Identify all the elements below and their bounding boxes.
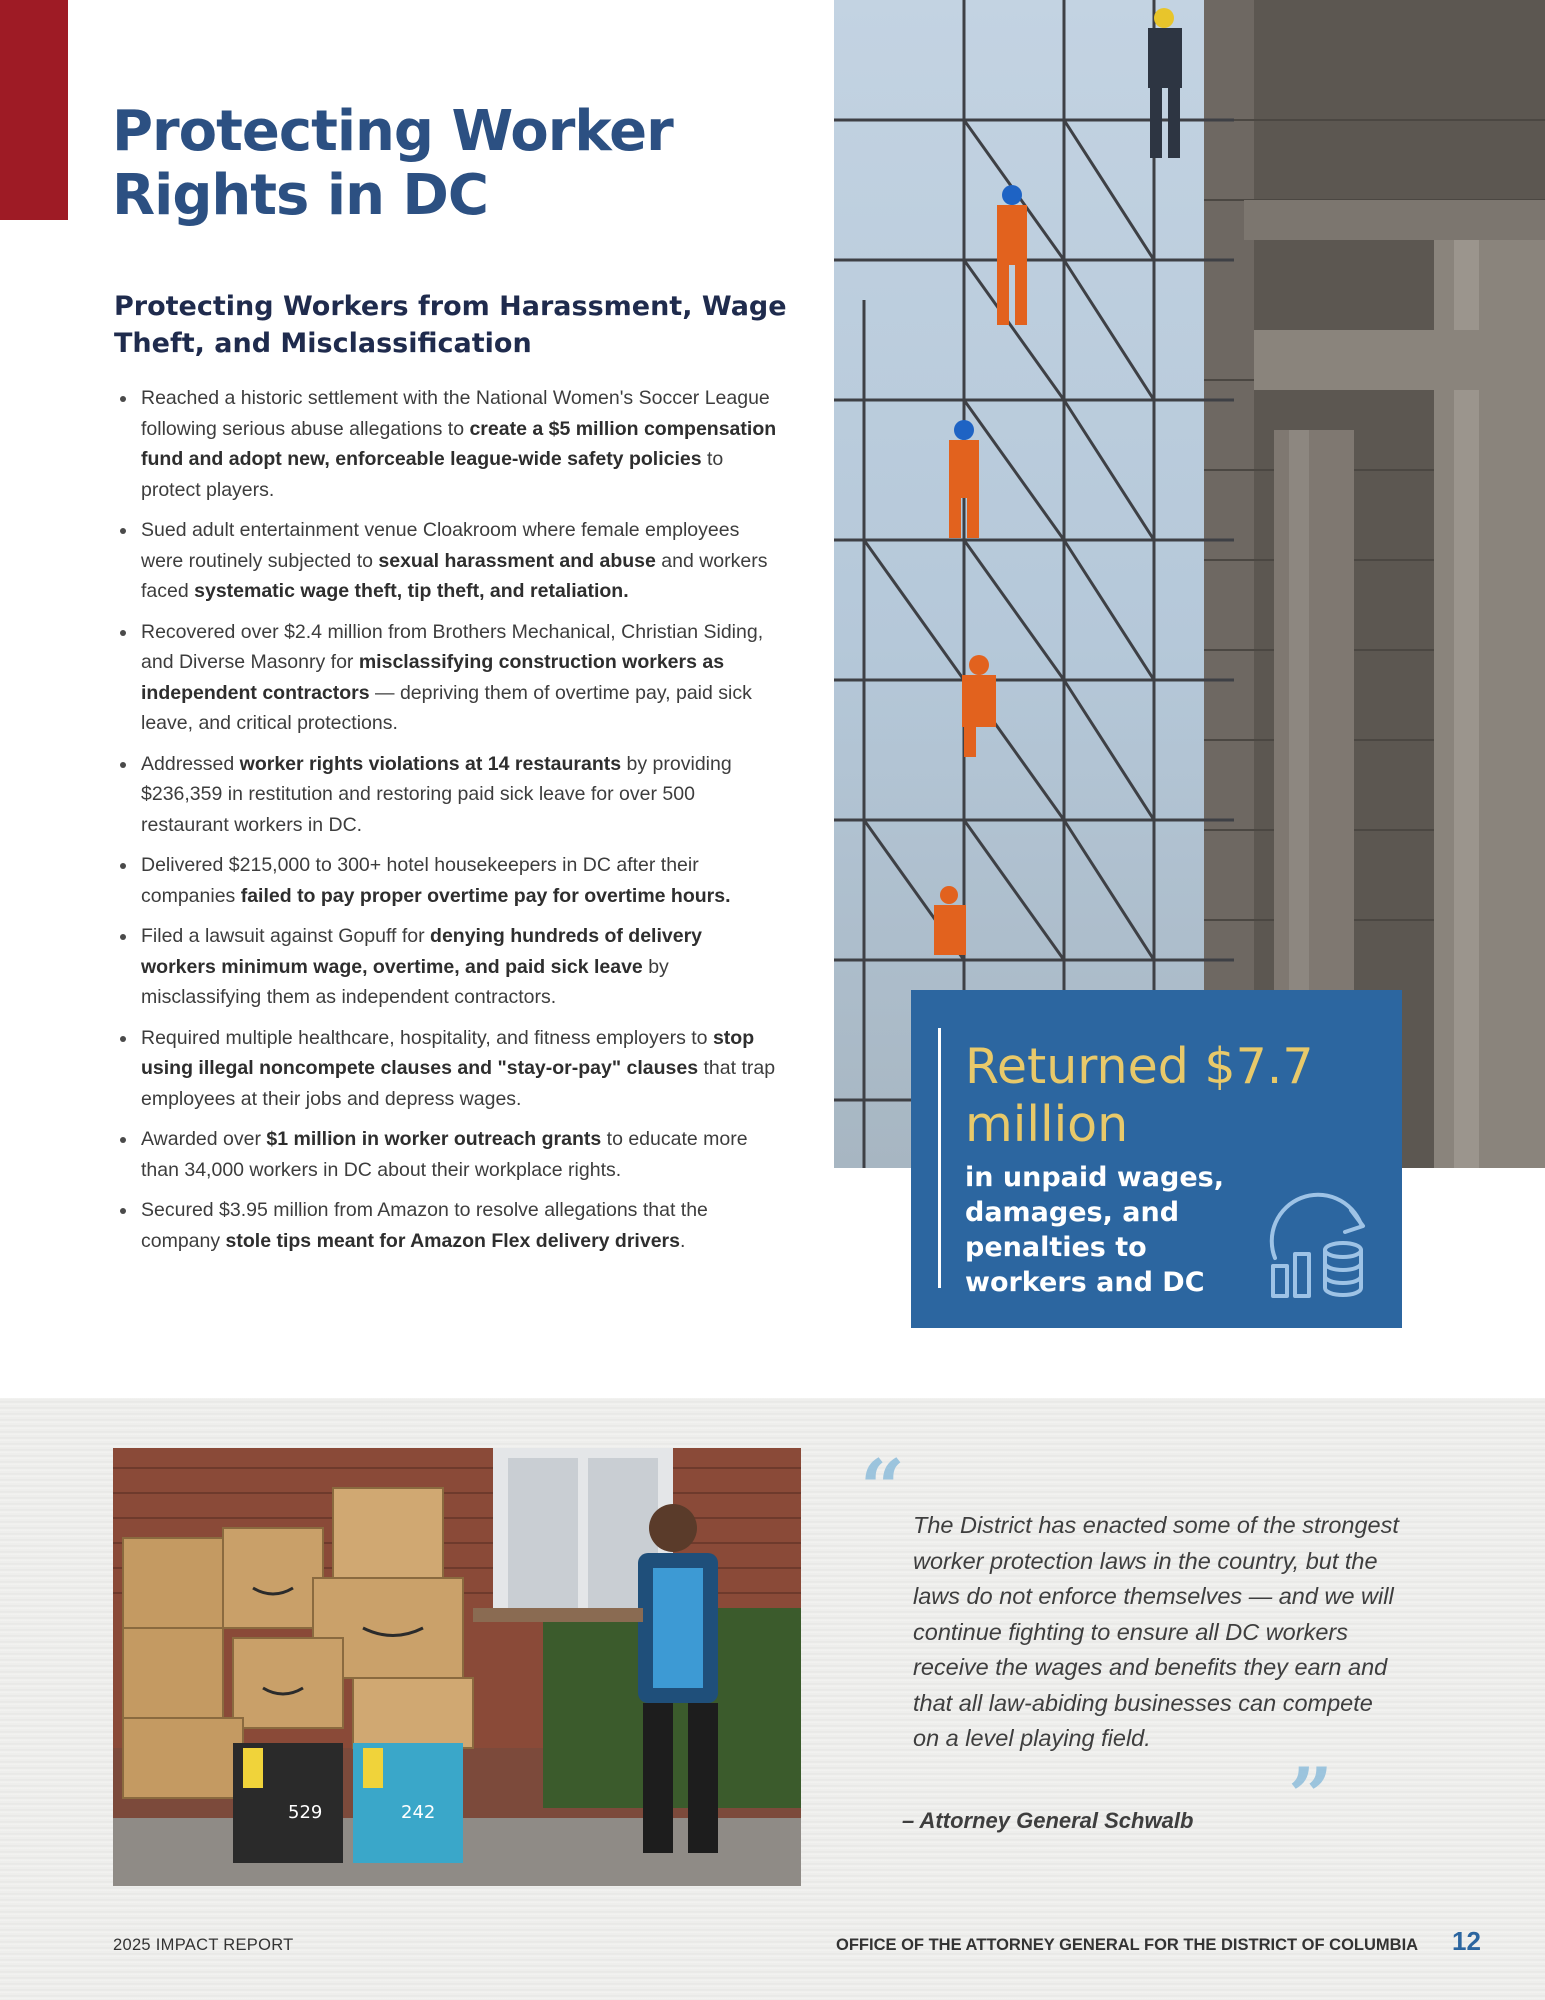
money-return-icon: [1261, 1188, 1379, 1306]
bullet-bold-text: $1 million in worker outreach grants: [266, 1128, 602, 1150]
delivery-worker-photo: [113, 1448, 801, 1886]
bullet-bold-text: failed to pay proper overtime pay for overtime hours.: [240, 884, 731, 907]
stat-divider: [938, 1028, 941, 1288]
bullet-text: Secured $3.95 million from Amazon to resolve allegations that the company: [141, 1199, 708, 1252]
bullet-text: Sued adult entertainment venue Cloakroom where female employees were routinely subjected to: [141, 519, 740, 572]
quote-text: The District has enacted some of the strongest worker protection laws in the country, but the laws do not enforce themselves — and we will continue fighting to ensure all DC workers receive the wages and benefits they earn and that all law-abiding businesses can compete on a level playing field.: [913, 1512, 1399, 1751]
bullet-text: Delivered $215,000 to 300+ hotel housekeepers in DC after their companies: [141, 854, 699, 907]
bullet-text: by misclassifying them as independent contractors.: [141, 955, 669, 1008]
bullet-text: to educate more than 34,000 workers in DC about their workplace rights.: [141, 1128, 748, 1181]
bullet-item: [118, 1124, 778, 1185]
bullet-item: [118, 921, 778, 1013]
page-title: Protecting Worker Rights in DC: [112, 99, 673, 228]
bullet-bold-text: stop using illegal noncompete clauses and "stay-or-pay" clauses: [141, 1026, 755, 1079]
bullet-text: that trap employees at their jobs and depress wages.: [141, 1057, 776, 1110]
bullet-bold-text: sexual harassment and abuse: [378, 549, 656, 572]
bullet-text: Reached a historic settlement with the National Women's Soccer League following serious abuse allegations to: [141, 387, 770, 440]
bullet-item: [118, 1023, 778, 1115]
stat-callout: [911, 990, 1402, 1328]
bullet-item: [118, 1195, 778, 1256]
bullet-text: Awarded over: [141, 1128, 267, 1150]
bullet-text: Recovered over $2.4 million from Brothers Mechanical, Christian Siding, and Diverse Masonry for: [141, 620, 764, 673]
bullet-bold-text: systematic wage theft, tip theft, and retaliation.: [194, 580, 629, 602]
section-subtitle: Protecting Workers from Harassment, Wage Theft, and Misclassification: [114, 291, 787, 359]
red-accent-tab: [0, 0, 68, 220]
bag-label-2: 242: [401, 1802, 436, 1823]
quote-attribution: – Attorney General Schwalb: [902, 1808, 1194, 1833]
page-number: 12: [1452, 1926, 1481, 1956]
bullet-text: Required multiple healthcare, hospitality, and fitness employers to: [141, 1026, 713, 1049]
bullet-text: by providing $236,359 in restitution and restoring paid sick leave for over 500 restaurant workers in DC.: [141, 752, 732, 836]
bullet-bold-text: worker rights violations at 14 restaurants: [239, 752, 622, 775]
bullet-text: .: [679, 1229, 686, 1252]
bullet-bold-text: stole tips meant for Amazon Flex delivery drivers: [225, 1229, 680, 1252]
footer-office-name: OFFICE OF THE ATTORNEY GENERAL FOR THE DISTRICT OF COLUMBIA: [836, 1936, 1419, 1954]
bullet-item: [118, 749, 778, 841]
stat-detail: in unpaid wages, damages, and penalties to workers and DC: [965, 1162, 1224, 1298]
bullet-bold-text: misclassifying construction workers as independent contractors: [141, 651, 725, 704]
bullet-item: [118, 617, 778, 739]
bullet-text: to protect players.: [141, 448, 724, 501]
bullet-item: [118, 515, 778, 607]
bullet-text: and workers faced: [141, 549, 768, 602]
bullet-text: Filed a lawsuit against Gopuff for: [141, 925, 431, 947]
bullet-bold-text: denying hundreds of delivery workers minimum wage, overtime, and paid sick leave: [141, 925, 703, 978]
close-quote-icon: ”: [1288, 1751, 1333, 1842]
bullet-text: — depriving them of overtime pay, paid sick leave, and critical protections.: [141, 681, 752, 734]
accomplishments-list: [118, 383, 778, 1266]
open-quote-icon: “: [860, 1443, 905, 1534]
footer-report-name: 2025 IMPACT REPORT: [113, 1936, 294, 1954]
bullet-item: [118, 383, 778, 505]
bag-label-1: 529: [288, 1802, 323, 1823]
stat-headline: Returned $7.7 million: [965, 1038, 1314, 1153]
bullet-item: [118, 850, 778, 911]
bullet-bold-text: create a $5 million compensation fund and adopt new, enforceable league-wide safety policies: [141, 417, 777, 470]
bullet-text: Addressed: [141, 752, 240, 775]
